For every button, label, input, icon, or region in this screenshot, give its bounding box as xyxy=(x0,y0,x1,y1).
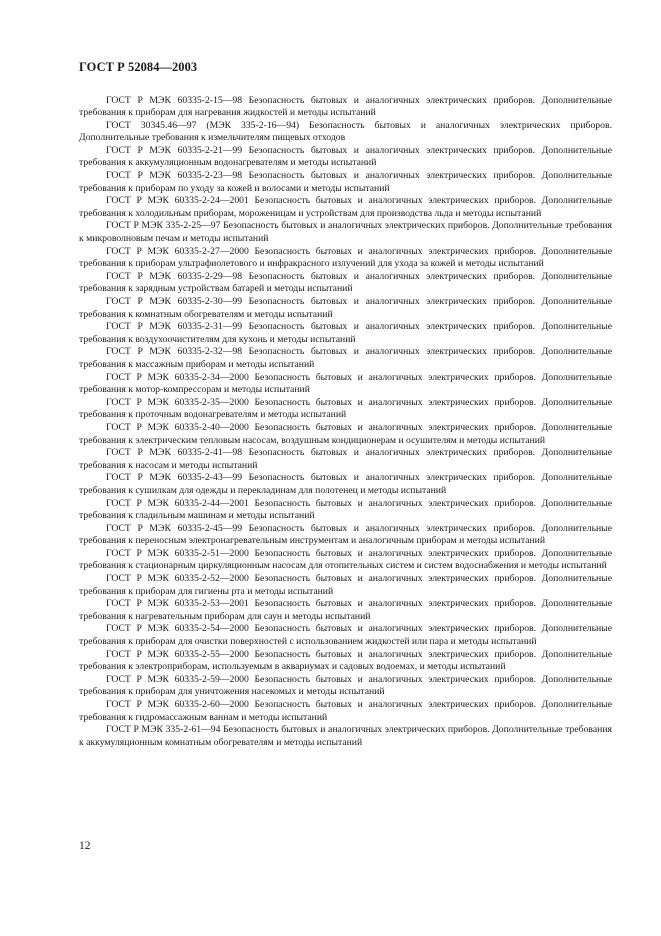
reference-list xyxy=(79,95,612,750)
reference-item: ГОСТ Р МЭК 60335-2-35—2000 Безопасность бытовых и аналогичных электрических приборов. Дополнительные требования к проточным водонагревателям и методы испытаний xyxy=(79,396,612,421)
page-number: 12 xyxy=(79,840,91,852)
reference-item: ГОСТ Р МЭК 60335-2-53—2001 Безопасность бытовых и аналогичных электрических приборов. Дополнительные требования к нагревательным приборам для саун и методы испытаний xyxy=(79,598,612,622)
reference-item: ГОСТ Р МЭК 60335-2-59—2000 Безопасность бытовых и аналогичных электрических приборов. Дополнительные требования к приборам для уничтожения насекомых и методы испытаний xyxy=(79,673,612,698)
reference-item: ГОСТ Р МЭК 60335-2-24—2001 Безопасность бытовых и аналогичных электрических приборов. Дополнительные требования к холодильным приборам, мороженицам и устройствам для производства льда и методы испытаний xyxy=(79,195,612,219)
reference-item: ГОСТ Р МЭК 60335-2-51—2000 Безопасность бытовых и аналогичных электрических приборов. Дополнительные требования к стационарным циркуляционным насосам для отопительных систем и систем водоснабжения и методы испытаний xyxy=(79,547,612,572)
reference-item: ГОСТ Р МЭК 60335-2-41—98 Безопасность бытовых и аналогичных электрических приборов. Дополнительные требования к насосам и методы испытаний xyxy=(79,447,612,471)
reference-item: ГОСТ Р МЭК 60335-2-31—99 Безопасность бытовых и аналогичных электрических приборов. Дополнительные требования к воздухоочистителям для кухонь и методы испытаний xyxy=(79,321,612,345)
reference-item: ГОСТ 30345.46—97 (МЭК 335-2-16—94) Безопасность бытовых и аналогичных электрических приборов. Дополнительные требования к измельчителям пищевых отходов xyxy=(79,119,612,144)
reference-item: ГОСТ Р МЭК 60335-2-55—2000 Безопасность бытовых и аналогичных электрических приборов. Дополнительные требования к электроприборам, используемым в аквариумах и садовых водоемах, и методы испытаний xyxy=(79,648,612,673)
reference-item: ГОСТ Р МЭК 60335-2-60—2000 Безопасность бытовых и аналогичных электрических приборов. Дополнительные требования к гидромассажным ваннам и методы испытаний xyxy=(79,699,612,723)
reference-item: ГОСТ Р МЭК 60335-2-29—98 Безопасность бытовых и аналогичных электрических приборов. Дополнительные требования к зарядным устройствам батарей и методы испытаний xyxy=(79,270,612,295)
reference-item: ГОСТ Р МЭК 60335-2-27—2000 Безопасность бытовых и аналогичных электрических приборов. Дополнительные требования к приборам ультрафиолетового и инфракрасного излучений для ухода за кожей и методы испытаний xyxy=(79,245,612,270)
reference-item: ГОСТ Р МЭК 60335-2-34—2000 Безопасность бытовых и аналогичных электрических приборов. Дополнительные требования к мотор-компрессорам и методы испытаний xyxy=(79,371,612,396)
reference-item: ГОСТ Р МЭК 60335-2-52—2000 Безопасность бытовых и аналогичных электрических приборов. Дополнительные требования к приборам для гигиены рта и методы испытаний xyxy=(79,573,612,597)
document-header: ГОСТ Р 52084—2003 xyxy=(79,60,198,74)
reference-item: ГОСТ Р МЭК 60335-2-30—99 Безопасность бытовых и аналогичных электрических приборов. Дополнительные требования к комнатным обогревателям и методы испытаний xyxy=(79,296,612,320)
reference-item: ГОСТ Р МЭК 60335-2-45—99 Безопасность бытовых и аналогичных электрических приборов. Дополнительные требования к переносным электронагревательным инструментам и аналогичным приборам и методы испытаний xyxy=(79,522,612,547)
reference-item: ГОСТ Р МЭК 60335-2-40—2000 Безопасность бытовых и аналогичных электрических приборов. Дополнительные требования к электрическим тепловым насосам, воздушным кондиционерам и осушителям и методы испытаний xyxy=(79,421,612,446)
reference-item: ГОСТ Р МЭК 60335-2-54—2000 Безопасность бытовых и аналогичных электрических приборов. Дополнительные требования к приборам для очистки поверхностей с использованием жидкостей или пара и методы испытаний xyxy=(79,623,612,648)
reference-item: ГОСТ Р МЭК 335-2-61—94 Безопасность бытовых и аналогичных электрических приборов. Дополнительные требования к аккумуляционным комнатным обогревателям и методы испытаний xyxy=(79,724,612,748)
reference-item: ГОСТ Р МЭК 60335-2-32—98 Безопасность бытовых и аналогичных электрических приборов. Дополнительные требования к массажным приборам и методы испытаний xyxy=(79,346,612,370)
reference-item: ГОСТ Р МЭК 60335-2-15—98 Безопасность бытовых и аналогичных электрических приборов. Дополнительные требования к приборам для нагревания жидкостей и методы испытаний xyxy=(79,94,612,119)
reference-item: ГОСТ Р МЭК 60335-2-23—98 Безопасность бытовых и аналогичных электрических приборов. Дополнительные требования к приборам по уходу за кожей и волосами и методы испытаний xyxy=(79,170,612,194)
reference-item: ГОСТ Р МЭК 60335-2-43—99 Безопасность бытовых и аналогичных электрических приборов. Дополнительные требования к сушилкам для одежды и перекладинам для полотенец и методы испытаний xyxy=(79,472,612,496)
reference-item: ГОСТ Р МЭК 60335-2-21—99 Безопасность бытовых и аналогичных электрических приборов. Дополнительные требования к аккумуляционным водонагревателям и методы испытаний xyxy=(79,144,612,169)
reference-item: ГОСТ Р МЭК 60335-2-44—2001 Безопасность бытовых и аналогичных электрических приборов. Дополнительные требования к гладильным машинам и методы испытаний xyxy=(79,497,612,522)
reference-item: ГОСТ Р МЭК 335-2-25—97 Безопасность бытовых и аналогичных электрических приборов. Дополнительные требования к микроволновым печам и методы испытаний xyxy=(79,220,612,245)
